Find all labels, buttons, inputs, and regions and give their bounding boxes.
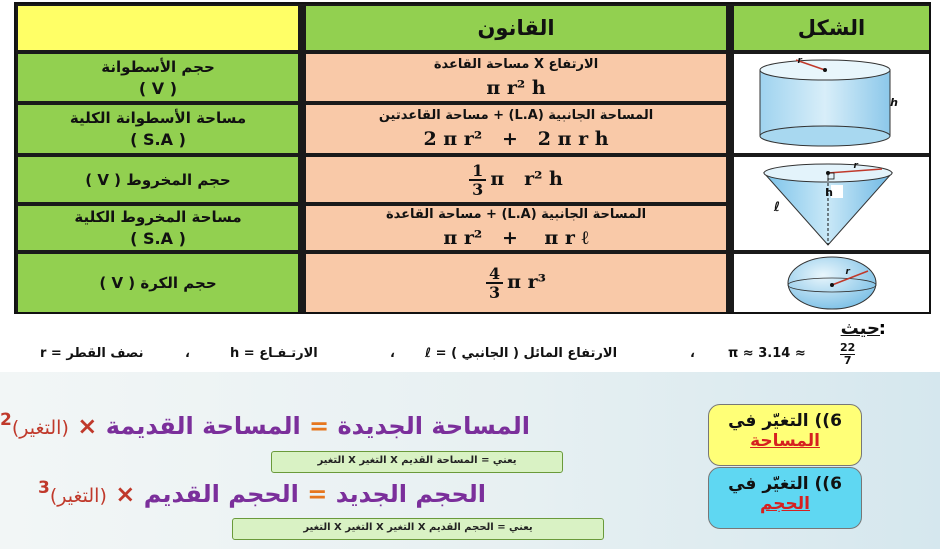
cylinder-icon [742,56,922,151]
volume-change-box: 6)) التغيّر في الحجم [708,467,862,529]
volume-equation [38,478,486,508]
row-cylinder-area-law: المساحة الجانبية (L.A) + مساحة القاعدتين 2 π r² + 2 π r h [306,105,726,153]
header-law: القانون [306,6,726,50]
area-exponent: 2 [0,410,12,430]
cone-h-label: h [824,185,833,199]
old-volume-label: الحجم القديم [143,480,299,508]
where-title: حيث [840,318,880,339]
pi-fraction: $\frac{22}{7}$ [840,341,856,367]
where-colon: : [878,318,886,339]
area-equation [0,410,530,440]
cone-shape-cell [734,157,929,250]
cone-fraction: $\frac{1}{3}$ [469,162,486,198]
row-sphere-volume-name: حجم الكرة ( V ) [18,254,298,312]
volume-change-term: (التغير) [49,485,107,507]
row-cylinder-volume-name: حجم الأسطوانة ( V ) [18,54,298,101]
row-cylinder-area-name: مساحة الأسطوانة الكلية ( S.A ) [18,105,298,153]
volume-exponent: 3 [38,478,50,498]
cone-icon [742,159,922,249]
row-cone-volume-law: $\frac{1}{3}$ π r² h [306,157,726,202]
cone-l-label: ℓ [773,199,780,215]
volume-times: × [115,480,136,508]
sep-3: ، [690,346,695,361]
row-cone-volume-name: حجم المخروط ( V ) [18,157,298,202]
area-times: × [77,412,98,440]
new-volume-label: الحجم الجديد [335,480,487,508]
area-equals: = [309,412,330,440]
def-pi: π ≈ 3.14 ≈ [728,346,806,361]
formulas-table [14,2,931,314]
area-change-box: 6)) التغيّر في المساحة [708,404,862,466]
sphere-r-label: r [845,267,850,277]
cylinder-h-label: h [889,96,898,109]
area-change-term: (التغير) [11,417,69,439]
volume-equals: = [307,480,328,508]
area-hint: يعني = المساحة القديم X التغير X التغير [271,451,563,473]
def-l: ℓ = ( الارتفاع المائل ( الجانبي [425,346,618,361]
def-r: r = نصف القطر [40,346,144,361]
cylinder-r-label: r [797,56,802,66]
sep-1: ، [185,346,190,361]
sep-2: ، [390,346,395,361]
old-area-label: المساحة القديمة [105,412,301,440]
new-area-label: المساحة الجديدة [337,412,530,440]
volume-hint: يعني = الحجم القديم X التغير X التغير X التغير [232,518,604,540]
sphere-shape-cell [734,254,929,312]
cylinder-shape-cell [734,54,929,153]
sphere-fraction: $\frac{4}{3}$ [486,265,503,301]
row-cone-area-name: مساحة المخروط الكلية ( S.A ) [18,206,298,250]
where-definitions [40,341,890,368]
def-h: h = الارتـفـاع [230,346,318,361]
header-name-cell [18,6,298,50]
header-shape: الشكل [734,6,929,50]
row-sphere-volume-law: $\frac{4}{3}$ π r³ [306,254,726,312]
row-cone-area-law: المساحة الجانبية (L.A) + مساحة القاعدة π r² + π r ℓ [306,206,726,250]
row-cylinder-volume-law: الارتفاع X مساحة القاعدة π r² h [306,54,726,101]
cone-r-label: r [853,160,858,171]
sphere-icon [772,255,892,311]
